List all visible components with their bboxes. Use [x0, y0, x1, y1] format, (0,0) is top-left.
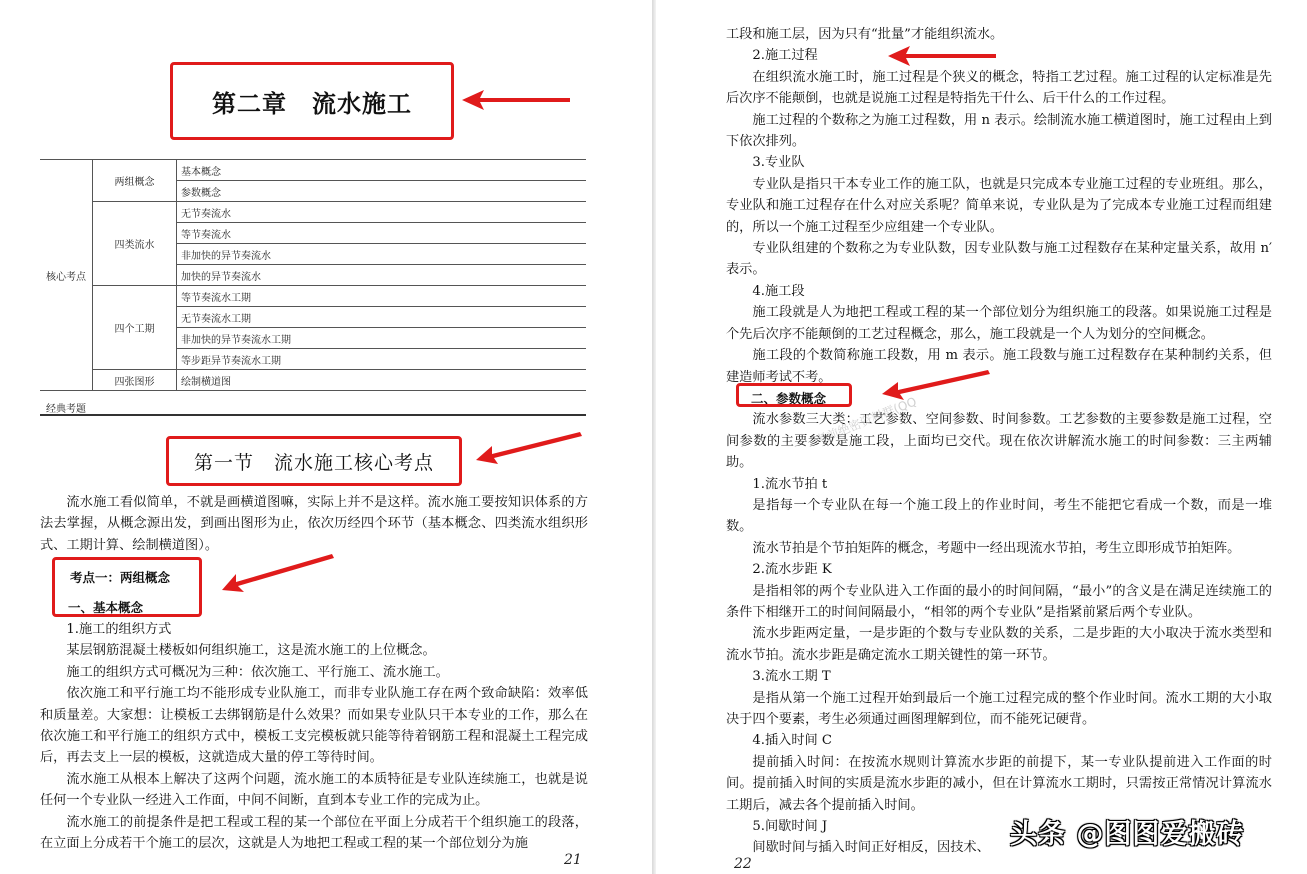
kp1-arrow-icon — [220, 552, 336, 594]
section-title-highlight — [166, 436, 462, 486]
group-item: 基本概念 — [177, 160, 587, 181]
group-item: 非加快的异节奏流水 — [177, 244, 587, 265]
paragraph: 流水节拍是个节拍矩阵的概念，考题中一经出现流水节拍，考生立即形成节拍矩阵。 — [752, 540, 1241, 556]
paragraph: 流水参数三大类：工艺参数、空间参数、时间参数。工艺参数的主要参数是施工过程，空间参数的主要参数是施工段，上面均已交代。现在依次讲解流水施工的时间参数：三主两辅助。 — [726, 412, 1272, 471]
left-body-continued — [40, 619, 588, 854]
section-title: 第一节 流水施工核心考点 — [193, 451, 434, 474]
right-body-text — [726, 24, 1272, 859]
chapter-title: 第二章 流水施工 — [212, 89, 412, 118]
left-page — [0, 0, 652, 874]
group-item: 加快的异节奏流水 — [177, 265, 587, 286]
page-number-right: 22 — [734, 856, 752, 872]
subheading-team: 3.专业队 — [752, 155, 805, 171]
param-heading-highlight — [736, 383, 852, 407]
group-item: 无节奏流水工期 — [177, 307, 587, 328]
paragraph: 某层钢筋混凝土楼板如何组织施工，这是流水施工的上位概念。 — [66, 643, 436, 659]
subheading-insert: 4.插入时间 C — [752, 733, 833, 749]
param-concept-heading: 二、参数概念 — [751, 390, 827, 406]
classic-questions-label: 经典考题 — [46, 404, 86, 415]
group-item: 非加快的异节奏流水工期 — [177, 328, 587, 349]
paragraph: 流水施工的前提条件是把工程或工程的某一个部位在平面上分成若干个组织施工的段落，在立面上分成若干个施工的层次，这就是人为地把工程或工程的某一个部位划分为施 — [40, 814, 588, 852]
process-arrow-icon — [888, 44, 998, 68]
paragraph: 专业队组建的个数称之为专业队数，因专业队数与施工过程数存在某种定量关系，故用 n′表示。 — [726, 241, 1272, 278]
right-page — [656, 0, 1307, 874]
table-bottom-rule — [40, 414, 586, 416]
chapter-title-highlight — [170, 62, 454, 140]
subheading-gap: 5.间歇时间 J — [752, 819, 828, 835]
paragraph: 是指每一个专业队在每一个施工段上的作业时间，考生不能把它看成一个数，而是一堆数。 — [726, 497, 1272, 535]
core-label: 核心考点 — [40, 160, 93, 391]
section-arrow-icon — [474, 430, 584, 466]
paragraph: 流水施工从根本上解决了这两个问题，流水施工的本质特征是专业队连续施工，也就是说任何一个专业队一经进入工作面，中间不间断，直到本专业工作的完成为止。 — [40, 771, 588, 809]
subheading-segment: 4.施工段 — [752, 283, 805, 299]
intro-paragraph: 流水施工看似简单，不就是画横道图嘛，实际上并不是这样。流水施工要按知识体系的方法去掌握，从概念源出发，到画出图形为止，依次历经四个环节（基本概念、四类流水组织形式、工期计算、绘制横道图）。 — [40, 495, 588, 553]
chapter-arrow-icon — [462, 88, 572, 112]
paragraph: 施工段就是人为地把工程或工程的某一个部位划分为组织施工的段落。如果说施工过程是个先后次序不能颠倒的工艺过程概念，那么，施工段就是一个人为划分的空间概念。 — [726, 305, 1272, 342]
kp1-highlight — [52, 557, 202, 617]
paragraph: 施工段的个数简称施工段数，用 m 表示。施工段数与施工过程数存在某种制约关系，但建造师考试不考。 — [726, 348, 1272, 385]
watermark-text: 考前绝密资料群(QQ — [813, 394, 919, 448]
paragraph: 是指相邻的两个专业队进入工作面的最小的时间间隔，“最小”的含义是在满足连续施工的条件下相继开工的时间间隔最小，“相邻的两个专业队”是指紧前紧后两个专业队。 — [726, 583, 1272, 620]
paragraph: 提前插入时间：在按流水规则计算流水步距的前提下，某一专业队提前进入工作面的时间。提前插入时间的实质是流水步距的减小，但在计算流水工期时，只需按正常情况计算流水工期后，减去各个提前插入时间。 — [726, 754, 1272, 813]
group-item: 绘制横道图 — [177, 370, 587, 391]
subheading-organization: 1.施工的组织方式 — [66, 622, 172, 637]
kp1-heading: 考点一：两组概念 — [70, 570, 171, 585]
group-item: 参数概念 — [177, 181, 587, 202]
paragraph: 是指从第一个施工过程开始到最后一个施工过程完成的整个作业时间。流水工期的大小取决于四个要素，考生必须通过画图理解到位，而不能死记硬背。 — [726, 690, 1272, 727]
group-label: 四个工期 — [93, 286, 177, 370]
group-label: 四类流水 — [93, 202, 177, 286]
group-item: 无节奏流水 — [177, 202, 587, 223]
paragraph: 流水步距两定量，一是步距的个数与专业队数的关系，二是步距的大小取决于流水类型和流水节拍。流水步距是确定流水工期关键性的第一环节。 — [726, 626, 1272, 663]
paragraph: 施工的组织方式可概况为三种：依次施工、平行施工、流水施工。 — [66, 664, 449, 680]
group-label: 两组概念 — [93, 160, 177, 202]
group-item: 等步距异节奏流水工期 — [177, 349, 587, 370]
subheading-step: 2.流水步距 K — [752, 562, 832, 578]
group-item: 等节奏流水工期 — [177, 286, 587, 307]
paragraph: 工段和施工层，因为只有“批量”才能组织流水。 — [726, 27, 1004, 42]
paragraph: 专业队是指只干本专业工作的施工队，也就是只完成本专业施工过程的专业班组。那么，专业队和施工过程存在什么对应关系呢？简单来说，专业队是为了完成本专业施工过程而组建的，所以一个施工过程至少应组建一个专业队。 — [726, 176, 1272, 235]
subheading-beat: 1.流水节拍 t — [752, 476, 828, 492]
brand-watermark: 头条 @图图爱搬砖 — [1010, 819, 1245, 850]
group-item: 等节奏流水 — [177, 223, 587, 244]
page-number-left: 21 — [564, 852, 582, 868]
param-arrow-icon — [880, 368, 992, 400]
paragraph: 在组织流水施工时，施工过程是个狭义的概念，特指工艺过程。施工过程的认定标准是先后次序不能颠倒，也就是说施工过程是特指先干什么、后干什么的工作过程。 — [726, 69, 1272, 107]
core-points-table — [40, 159, 586, 391]
left-body-text — [40, 492, 588, 556]
subheading-process: 2.施工过程 — [752, 48, 818, 64]
paragraph: 施工过程的个数称之为施工过程数，用 n 表示。绘制流水施工横道图时，施工过程由上到下依次排列。 — [726, 112, 1272, 150]
subheading-duration: 3.流水工期 T — [752, 669, 831, 685]
basic-concept-heading: 一、基本概念 — [68, 600, 144, 615]
paragraph: 间歇时间与插入时间正好相反，因技术、 — [752, 840, 990, 856]
group-label: 四张图形 — [93, 370, 177, 391]
paragraph: 依次施工和平行施工均不能形成专业队施工，而非专业队施工存在两个致命缺陷：效率低和质量差。大家想：让模板工去绑钢筋是什么效果？而如果专业队只干本专业的工作，那么在依次施工和平行施工的组织方式中，模板工支完模板就只能等待着钢筋工程和混凝土工程完成后，再去支上一层的模板，这就造成大量的停工等待时间。 — [40, 686, 588, 766]
